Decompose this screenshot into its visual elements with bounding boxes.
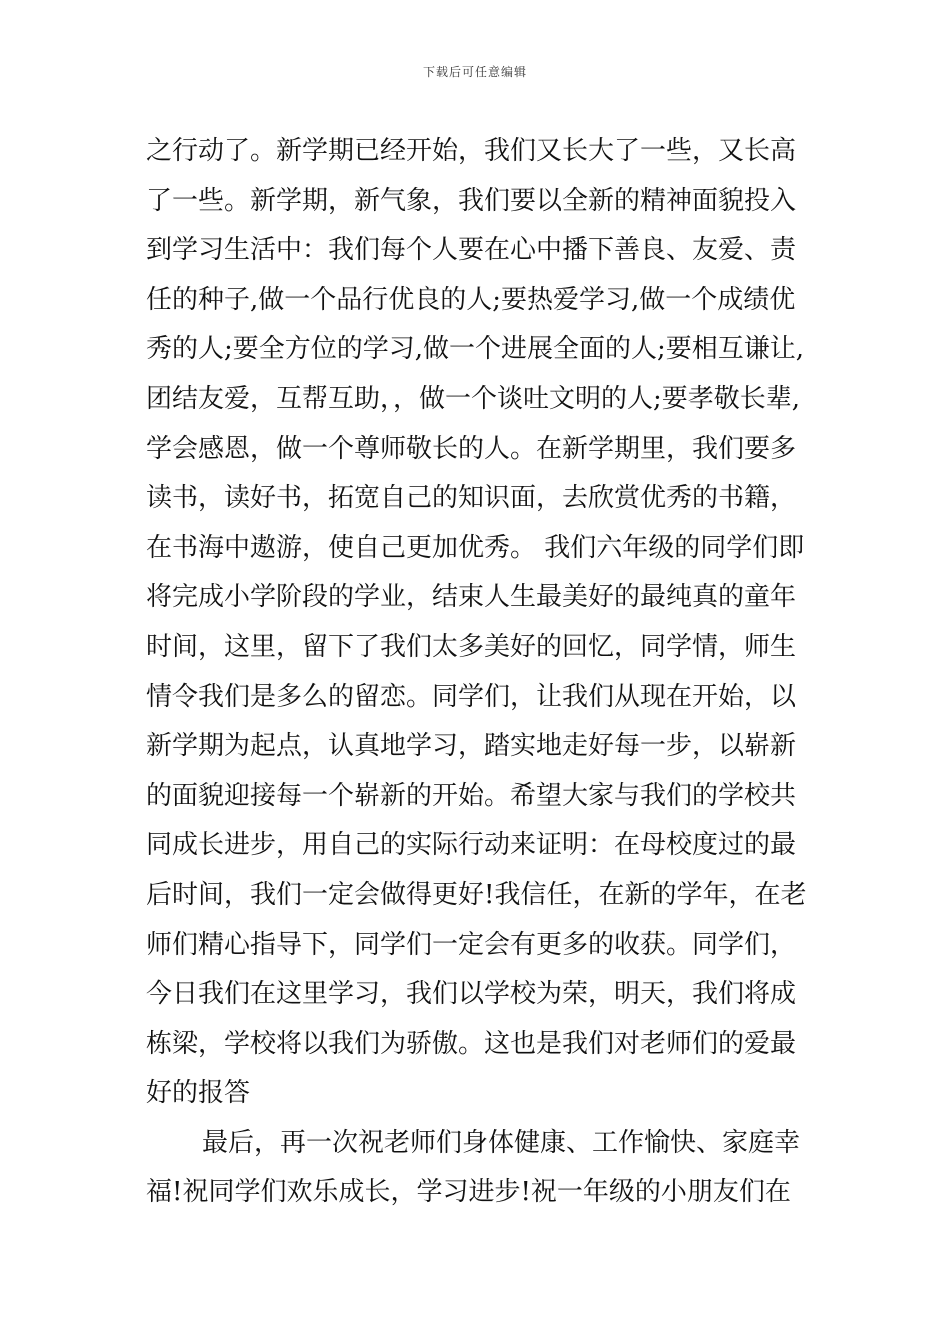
page-header: 下载后可任意编辑 <box>422 65 527 79</box>
text-line: 秀的人;要全方位的学习,做一个进展全面的人;要相互谦让, <box>146 334 805 365</box>
text-line: 后时间，我们一定会做得更好!我信任，在新的学年，在老 <box>146 879 807 910</box>
text-line: 情令我们是多么的留恋。同学们，让我们从现在开始，以 <box>146 681 797 712</box>
text-line: 同成长进步，用自己的实际行动来证明：在母校度过的最 <box>146 830 797 861</box>
text-line: 时间，这里，留下了我们太多美好的回忆，同学情，师生 <box>146 631 797 662</box>
text-line: 读书，读好书，拓宽自己的知识面，去欣赏优秀的书籍， <box>146 483 797 514</box>
text-line: 到学习生活中：我们每个人要在心中播下善良、友爱、责 <box>146 235 797 266</box>
text-line: 学会感恩，做一个尊师敬长的人。在新学期里，我们要多 <box>146 433 797 464</box>
text-line: 福!祝同学们欢乐成长，学习进步!祝一年级的小朋友们在 <box>146 1177 791 1208</box>
text-line: 今日我们在这里学习，我们以学校为荣，明天，我们将成 <box>146 979 797 1010</box>
text-line: 任的种子,做一个品行优良的人;要热爱学习,做一个成绩优 <box>146 284 796 315</box>
paragraph-first-line: 最后，再一次祝老师们身体健康、工作愉快、家庭幸 <box>202 1127 801 1158</box>
text-line: 将完成小学阶段的学业，结束人生最美好的最纯真的童年 <box>146 582 797 613</box>
text-line: 了一些。新学期，新气象，我们要以全新的精神面貌投入 <box>146 185 797 216</box>
text-line: 之行动了。新学期已经开始，我们又长大了一些，又长高 <box>146 136 797 166</box>
text-line: 栋梁，学校将以我们为骄傲。这也是我们对老师们的爱最 <box>146 1028 797 1059</box>
text-line: 师们精心指导下，同学们一定会有更多的收获。同学们， <box>146 929 797 960</box>
text-line: 新学期为起点，认真地学习，踏实地走好每一步，以崭新 <box>146 731 797 762</box>
body-text <box>146 127 816 1218</box>
text-line: 的面貌迎接每一个崭新的开始。希望大家与我们的学校共 <box>146 780 797 811</box>
text-line: 在书海中遨游，使自己更加优秀。 我们六年级的同学们即 <box>146 532 805 563</box>
text-line: 团结友爱，互帮互助，，做一个谈吐文明的人;要孝敬长辈, <box>146 383 801 414</box>
text-line: 好的报答 <box>146 1078 251 1109</box>
